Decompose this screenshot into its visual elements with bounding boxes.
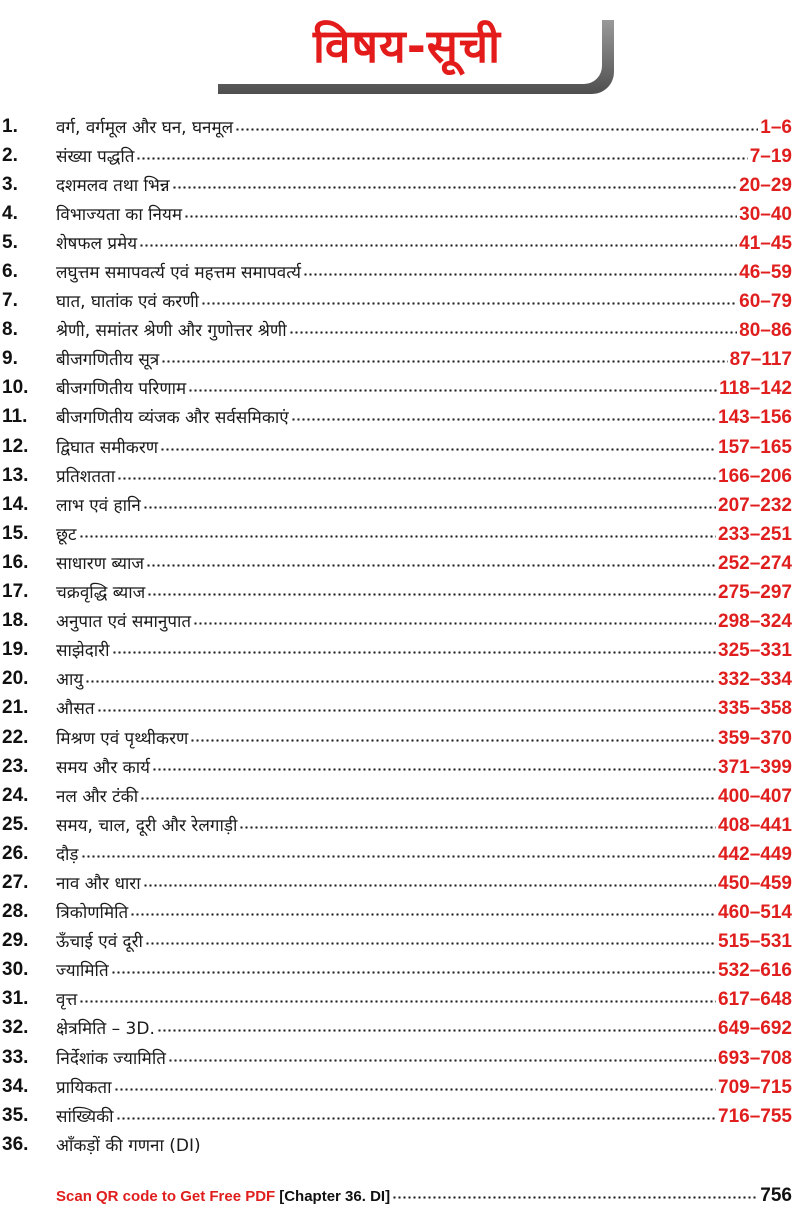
toc-number: 34. (2, 1075, 29, 1097)
toc-title: साझेदारी (56, 641, 110, 662)
toc-title: औसत (56, 699, 95, 720)
toc-title: समय और कार्य (56, 757, 150, 778)
toc-leader (56, 551, 792, 575)
toc-pages: 7–19 (749, 145, 792, 167)
toc-row (0, 287, 800, 316)
toc-number: 13. (2, 464, 29, 486)
toc-leader (56, 987, 792, 1011)
dot-leader (136, 144, 747, 162)
toc-leader (56, 464, 792, 488)
toc-number: 19. (2, 639, 29, 661)
toc-pages: 87–117 (729, 349, 792, 371)
toc-title: बीजगणितीय सूत्र (56, 350, 160, 371)
toc-pages: 30–40 (739, 203, 792, 225)
toc-number: 32. (2, 1017, 29, 1039)
toc-row (0, 1101, 800, 1130)
toc-number: 21. (2, 697, 29, 719)
chapter-note: [Chapter 36. DI] (279, 1188, 391, 1205)
banner-face (212, 12, 602, 84)
toc-row (0, 839, 800, 868)
toc-pages: 450–459 (718, 872, 792, 894)
dot-leader (157, 1016, 716, 1034)
toc-number: 6. (2, 261, 18, 283)
dot-leader (188, 376, 717, 394)
toc-leader (56, 667, 792, 691)
toc-leader (56, 929, 792, 953)
toc-title: ज्यामिति (56, 961, 109, 982)
toc-number: 31. (2, 988, 29, 1010)
toc-number: 20. (2, 668, 29, 690)
toc-number: 28. (2, 901, 29, 923)
toc-leader (56, 435, 792, 459)
toc-row (0, 868, 800, 897)
toc-pages: 532–616 (718, 960, 792, 982)
toc-pages: 157–165 (718, 436, 792, 458)
toc-leader (56, 1133, 201, 1156)
toc-title: नाव और धारा (56, 873, 141, 894)
qr-code-note: Scan QR code to Get Free PDF (56, 1188, 276, 1205)
dot-leader (145, 929, 716, 947)
toc-number: 9. (2, 348, 18, 370)
toc-leader (56, 580, 792, 604)
toc-number: 7. (2, 290, 18, 312)
dot-leader (81, 842, 717, 860)
toc-title: मिश्रण एवं पृथ्थीकरण (56, 728, 189, 749)
toc-leader (56, 347, 792, 371)
toc-leader (56, 609, 792, 633)
toc-number: 3. (2, 173, 18, 195)
toc-pages: 442–449 (718, 843, 792, 865)
toc-title: चक्रवृद्धि ब्याज (56, 583, 146, 604)
toc-row (0, 519, 800, 548)
toc-title: निर्देशांक ज्यामिति (56, 1048, 166, 1069)
toc-leader (56, 958, 792, 982)
dot-leader (147, 580, 716, 598)
dot-leader (193, 609, 716, 627)
toc-row (0, 316, 800, 345)
toc-title: दशमलव तथा भिन्न (56, 175, 170, 196)
dot-leader (172, 173, 738, 191)
toc-number: 22. (2, 726, 29, 748)
toc-pages: 298–324 (718, 611, 792, 633)
dot-leader (114, 1075, 717, 1093)
table-of-contents (0, 112, 800, 1159)
toc-title: श्रेणी, समांतर श्रेणी और गुणोत्तर श्रेणी (56, 321, 287, 342)
dot-leader (146, 551, 716, 569)
toc-leader (56, 696, 792, 720)
toc-title: विभाज्यता का नियम (56, 204, 183, 225)
qr-footer-line (56, 1183, 792, 1207)
dot-leader (160, 435, 716, 453)
toc-number: 35. (2, 1104, 29, 1126)
toc-title: लघुत्तम समापवर्त्य एवं महत्तम समापवर्त्य (56, 263, 301, 284)
toc-row (0, 665, 800, 694)
toc-leader (56, 522, 792, 546)
toc-leader (56, 405, 792, 429)
toc-pages: 207–232 (718, 494, 792, 516)
toc-leader (56, 755, 792, 779)
toc-leader (56, 638, 792, 662)
toc-row (0, 461, 800, 490)
dot-leader (143, 871, 716, 889)
dot-leader (303, 260, 737, 278)
toc-row (0, 403, 800, 432)
toc-leader (56, 813, 792, 837)
toc-pages: 275–297 (718, 582, 792, 604)
toc-leader (56, 231, 792, 255)
toc-number: 24. (2, 784, 29, 806)
toc-title: त्रिकोणमिति (56, 903, 129, 924)
dot-leader (168, 1046, 716, 1064)
toc-number: 12. (2, 435, 29, 457)
toc-leader (56, 318, 792, 342)
toc-pages: 335–358 (718, 698, 792, 720)
toc-row (0, 490, 800, 519)
toc-number: 27. (2, 871, 29, 893)
toc-title: आयु (56, 670, 84, 691)
toc-number: 15. (2, 522, 29, 544)
toc-row (0, 927, 800, 956)
toc-row (0, 548, 800, 577)
toc-pages: 143–156 (718, 407, 792, 429)
toc-row (0, 170, 800, 199)
toc-title: सांख्यिकी (56, 1106, 114, 1127)
dot-leader (130, 900, 716, 918)
toc-leader (56, 871, 792, 895)
dot-leader (111, 958, 716, 976)
toc-row (0, 141, 800, 170)
dot-leader (161, 347, 727, 365)
toc-leader (56, 289, 792, 313)
toc-number: 5. (2, 231, 18, 253)
toc-pages: 408–441 (718, 814, 792, 836)
toc-row (0, 228, 800, 257)
dot-leader (140, 784, 716, 802)
toc-number: 30. (2, 959, 29, 981)
dot-leader (79, 522, 717, 540)
toc-row (0, 345, 800, 374)
toc-pages: 460–514 (718, 902, 792, 924)
dot-leader (143, 493, 716, 511)
toc-leader (56, 202, 792, 226)
toc-row (0, 607, 800, 636)
toc-number: 25. (2, 813, 29, 835)
toc-number: 26. (2, 842, 29, 864)
toc-title: नल और टंकी (56, 786, 139, 807)
toc-row (0, 1043, 800, 1072)
dot-leader (152, 755, 716, 773)
toc-number: 2. (2, 144, 18, 166)
toc-leader (56, 260, 792, 284)
toc-number: 36. (2, 1133, 29, 1155)
toc-pages: 332–334 (718, 669, 792, 691)
toc-pages: 60–79 (739, 291, 792, 313)
toc-row (0, 694, 800, 723)
toc-title: समय, चाल, दूरी और रेलगाड़ी (56, 815, 238, 836)
toc-title: वर्ग, वर्गमूल और घन, घनमूल (56, 117, 234, 138)
toc-leader (56, 784, 792, 808)
toc-number: 29. (2, 930, 29, 952)
toc-number: 16. (2, 551, 29, 573)
toc-title: शेषफल प्रमेय (56, 233, 138, 254)
toc-row (0, 432, 800, 461)
toc-leader (56, 376, 792, 400)
toc-title: ऊँचाई एवं दूरी (56, 932, 143, 953)
toc-leader (56, 493, 792, 517)
toc-row (0, 956, 800, 985)
toc-number: 1. (2, 115, 18, 137)
dot-leader (289, 318, 738, 336)
toc-pages: 118–142 (719, 378, 792, 400)
toc-pages: 515–531 (718, 931, 792, 953)
toc-leader (56, 144, 792, 168)
toc-row (0, 752, 800, 781)
toc-leader (56, 842, 792, 866)
toc-row (0, 578, 800, 607)
toc-title: प्रायिकता (56, 1077, 112, 1098)
dot-leader (184, 202, 737, 220)
toc-title: अनुपात एवं समानुपात (56, 612, 192, 633)
toc-row (0, 810, 800, 839)
toc-pages: 46–59 (739, 262, 792, 284)
dot-leader (190, 726, 716, 744)
toc-title: बीजगणितीय परिणाम (56, 379, 187, 400)
toc-number: 8. (2, 319, 18, 341)
toc-pages: 709–715 (718, 1076, 792, 1098)
dot-leader (116, 1104, 716, 1122)
toc-number: 23. (2, 755, 29, 777)
toc-pages: 252–274 (718, 552, 792, 574)
toc-title: दौड़ (56, 844, 79, 865)
toc-row (0, 636, 800, 665)
toc-row (0, 1014, 800, 1043)
footer-page-number: 756 (760, 1185, 792, 1206)
dot-leader (112, 638, 716, 656)
dot-leader (392, 1183, 758, 1201)
toc-pages: 400–407 (718, 785, 792, 807)
page-title: विषय-सूची (312, 19, 502, 73)
dot-leader (117, 464, 716, 482)
toc-row (0, 1072, 800, 1101)
toc-pages: 693–708 (718, 1047, 792, 1069)
toc-number: 18. (2, 610, 29, 632)
toc-row (0, 781, 800, 810)
toc-pages: 649–692 (718, 1018, 792, 1040)
toc-leader (56, 115, 792, 139)
dot-leader (139, 231, 737, 249)
toc-number: 33. (2, 1046, 29, 1068)
toc-pages: 166–206 (718, 465, 792, 487)
toc-title: संख्या पद्धति (56, 146, 135, 167)
toc-title: छूट (56, 524, 77, 545)
toc-row (0, 723, 800, 752)
toc-row (0, 898, 800, 927)
dot-leader (239, 813, 716, 831)
toc-pages: 20–29 (739, 174, 792, 196)
toc-title: लाभ एवं हानि (56, 495, 141, 516)
toc-row (0, 257, 800, 286)
toc-row-last (0, 1130, 800, 1159)
toc-leader (56, 1046, 792, 1070)
toc-leader (56, 726, 792, 750)
toc-number: 14. (2, 493, 29, 515)
toc-title: द्विघात समीकरण (56, 437, 159, 458)
toc-title: आँकड़ों की गणना (DI) (56, 1136, 201, 1157)
toc-pages: 80–86 (739, 320, 792, 342)
toc-number: 17. (2, 581, 29, 603)
dot-leader (291, 405, 716, 423)
toc-pages: 371–399 (718, 756, 792, 778)
toc-row (0, 199, 800, 228)
toc-pages: 233–251 (718, 523, 792, 545)
title-banner (212, 12, 616, 96)
toc-number: 10. (2, 377, 29, 399)
toc-pages: 359–370 (718, 727, 792, 749)
dot-leader (85, 667, 716, 685)
toc-number: 11. (2, 406, 28, 428)
dot-leader (79, 987, 716, 1005)
toc-leader (56, 1075, 792, 1099)
toc-row (0, 112, 800, 141)
toc-title: क्षेत्रमिति – 3D. (56, 1019, 155, 1040)
toc-leader (56, 1104, 792, 1128)
toc-title: प्रतिशतता (56, 466, 116, 487)
toc-leader (56, 900, 792, 924)
toc-pages: 325–331 (718, 640, 792, 662)
dot-leader (235, 115, 758, 133)
toc-title: वृत्त (56, 990, 78, 1011)
dot-leader (97, 696, 716, 714)
toc-title: साधारण ब्याज (56, 553, 144, 574)
toc-pages: 1–6 (760, 116, 792, 138)
toc-row (0, 985, 800, 1014)
toc-row (0, 374, 800, 403)
toc-leader (56, 173, 792, 197)
dot-leader (201, 289, 737, 307)
toc-pages: 41–45 (739, 232, 792, 254)
toc-leader (56, 1016, 792, 1040)
toc-pages: 716–755 (718, 1105, 792, 1127)
toc-number: 4. (2, 202, 18, 224)
toc-title: बीजगणितीय व्यंजक और सर्वसमिकाएं (56, 408, 289, 429)
toc-pages: 617–648 (718, 989, 792, 1011)
toc-title: घात, घातांक एवं करणी (56, 292, 199, 313)
